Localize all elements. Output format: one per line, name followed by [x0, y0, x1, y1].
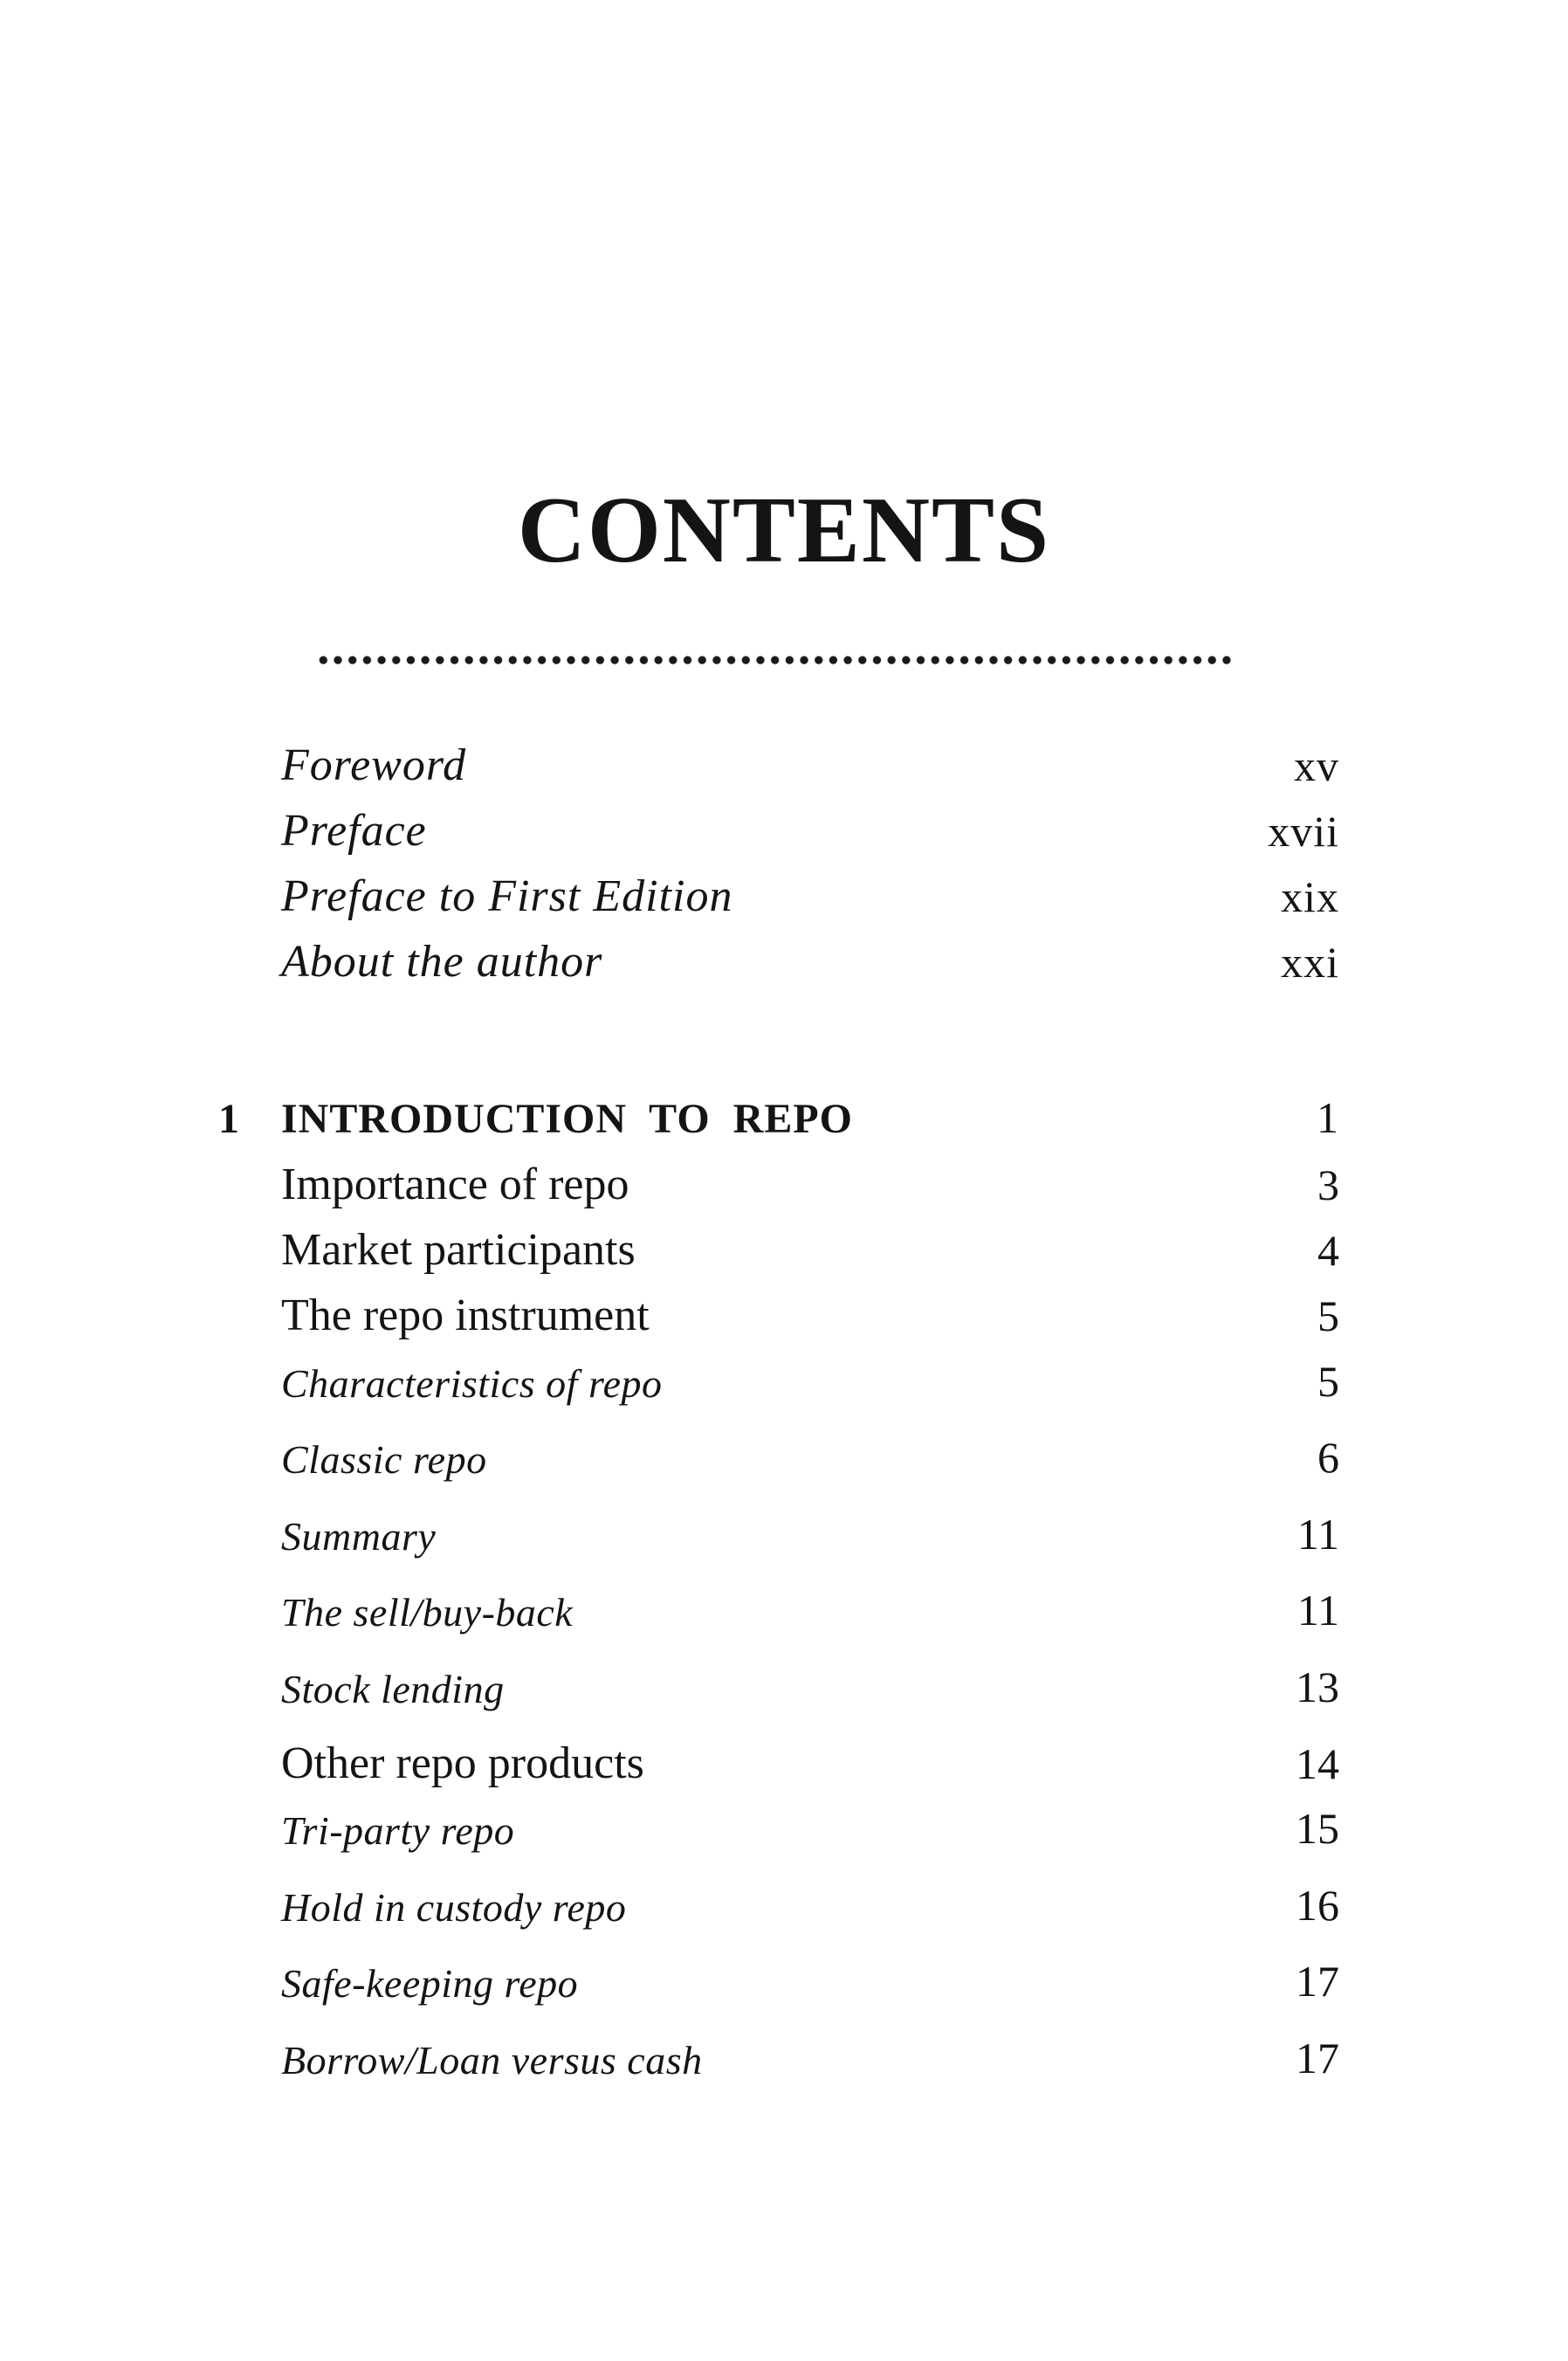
- toc-entry-page: 14: [1296, 1739, 1339, 1788]
- toc-entry-label: Safe-keeping repo: [281, 1961, 579, 2006]
- toc-entry-label: Preface to First Edition: [281, 871, 733, 921]
- toc-entry-label: Borrow/Loan versus cash: [281, 2038, 703, 2082]
- toc-entry-page: 11: [1296, 1586, 1339, 1635]
- toc-entry-market-participants[interactable]: [281, 1215, 1339, 1276]
- toc-chapter-1[interactable]: [218, 1082, 1339, 1143]
- toc-entry-label: Preface: [281, 806, 427, 856]
- toc-entry-hold-in-custody-repo[interactable]: [281, 1869, 1339, 1931]
- toc-entry-page: xvii: [1268, 807, 1339, 856]
- toc-entry-page: 6: [1317, 1433, 1339, 1482]
- toc-entry-page: xv: [1294, 741, 1339, 790]
- toc-entry-preface[interactable]: [281, 795, 1339, 857]
- toc-entry-page: xxi: [1281, 938, 1339, 987]
- toc-entry-classic-repo[interactable]: [281, 1421, 1339, 1483]
- toc-entry-label: About the author: [281, 937, 603, 987]
- toc-entry-page: 3: [1317, 1160, 1339, 1209]
- toc-entry-page: 11: [1296, 1510, 1339, 1559]
- toc-entry-importance-of-repo[interactable]: [281, 1149, 1339, 1210]
- toc-entry-other-repo-products[interactable]: [281, 1728, 1339, 1789]
- toc-entry-summary[interactable]: [281, 1498, 1339, 1559]
- toc-entry-label: Summary: [281, 1514, 437, 1559]
- toc-entry-label: Hold in custody repo: [281, 1885, 627, 1930]
- toc-entry-repo-instrument[interactable]: [281, 1280, 1339, 1341]
- toc-entry-label: Importance of repo: [281, 1160, 629, 1209]
- toc-entry-label: The sell/buy-back: [281, 1590, 574, 1635]
- toc-entry-label: Other repo products: [281, 1738, 644, 1788]
- toc-entry-page: 1: [1317, 1093, 1339, 1142]
- chapter-title: INTRODUCTION TO REPO: [281, 1096, 853, 1142]
- toc-entry-page: 15: [1296, 1804, 1339, 1853]
- toc-entry-page: xix: [1281, 872, 1339, 921]
- toc-entry-stock-lending[interactable]: [281, 1651, 1339, 1712]
- chapter-number: 1: [218, 1096, 240, 1142]
- page-title: CONTENTS: [517, 478, 1051, 582]
- toc-entry-label: Stock lending: [281, 1667, 505, 1711]
- toc-entry-label: Foreword: [281, 740, 467, 790]
- toc-entry-label: Market participants: [281, 1225, 636, 1275]
- toc-entry-label: Characteristics of repo: [281, 1361, 663, 1406]
- toc-entry-page: 5: [1317, 1357, 1339, 1406]
- toc-entry-page: 16: [1296, 1881, 1339, 1930]
- toc-entry-label: Tri-party repo: [281, 1808, 515, 1853]
- toc-entry-safe-keeping-repo[interactable]: [281, 1945, 1339, 2007]
- toc-entry-about-author[interactable]: [281, 926, 1339, 988]
- dotted-divider: [316, 655, 1236, 665]
- toc-entry-tri-party-repo[interactable]: [281, 1793, 1339, 1854]
- toc-entry-page: 4: [1317, 1226, 1339, 1275]
- toc-entry-page: 5: [1317, 1291, 1339, 1340]
- toc-entry-foreword[interactable]: [281, 730, 1339, 791]
- toc-entry-label: Classic repo: [281, 1437, 487, 1482]
- toc-entry-preface-first-edition[interactable]: [281, 861, 1339, 922]
- toc-entry-page: 17: [1296, 2034, 1339, 2082]
- toc-entry-characteristics-of-repo[interactable]: [281, 1346, 1339, 1407]
- toc-entry-page: 13: [1296, 1662, 1339, 1711]
- toc-entry-borrow-loan-versus-cash[interactable]: [281, 2022, 1339, 2083]
- toc-entry-sell-buy-back[interactable]: [281, 1574, 1339, 1635]
- toc-entry-page: 17: [1296, 1957, 1339, 2006]
- toc-entry-label: The repo instrument: [281, 1291, 650, 1340]
